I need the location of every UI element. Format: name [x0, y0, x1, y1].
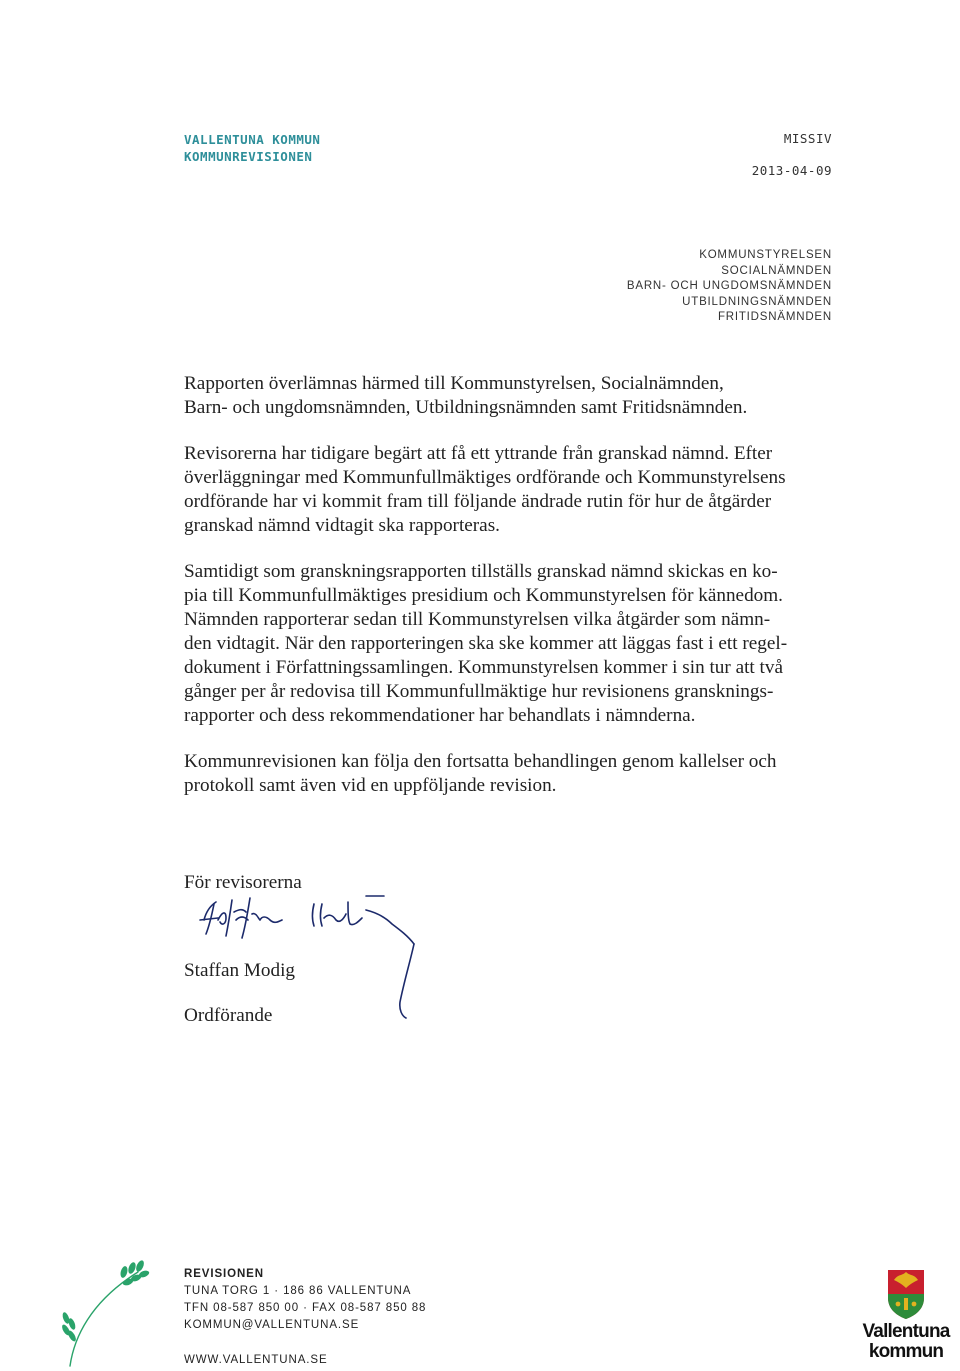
- paragraph-4: [184, 750, 844, 798]
- footer-address: TUNA TORG 1 · 186 86 VALLENTUNA: [184, 1285, 412, 1297]
- text-line: överläggningar med Kommunfullmäktiges ordförande och Kommunstyrelsens: [184, 467, 786, 488]
- text-line: granskad nämnd vidtagit ska rapporteras.: [184, 515, 500, 536]
- footer-website[interactable]: WWW.VALLENTUNA.SE: [184, 1354, 328, 1366]
- text-line: Nämnden rapporterar sedan till Kommunstyrelsen vilka åtgärder som nämn-: [184, 609, 771, 630]
- recipient: BARN- OCH UNGDOMSNÄMNDEN: [626, 280, 832, 292]
- org-line-2: KOMMUNREVISIONEN: [184, 149, 313, 164]
- closing-salutation: För revisorerna: [184, 872, 302, 893]
- text-line: pia till Kommunfullmäktiges presidium och Kommunstyrelsen för kännedom.: [184, 585, 783, 606]
- paragraph-2: [184, 442, 844, 538]
- municipal-crest-icon: [886, 1268, 926, 1320]
- footer-phone: TFN 08-587 850 00 · FAX 08-587 850 88: [184, 1302, 427, 1314]
- text-line: Rapporten överlämnas härmed till Kommunstyrelsen, Socialnämnden,: [184, 373, 724, 394]
- text-line: Barn- och ungdomsnämnden, Utbildningsnämnden samt Fritidsnämnden.: [184, 397, 748, 418]
- document-date: 2013-04-09: [751, 163, 832, 178]
- text-line: protokoll samt även vid en uppföljande revision.: [184, 775, 557, 796]
- leaf-sprig-icon: [56, 1258, 156, 1368]
- footer-contact: [184, 1266, 426, 1369]
- text-line: ordförande har vi kommit fram till följande ändrade rutin för hur de åtgärder: [184, 491, 772, 512]
- text-line: Revisorerna har tidigare begärt att få ett yttrande från granskad nämnd. Efter: [184, 443, 773, 464]
- text-line: dokument i Författningssamlingen. Kommunstyrelsen kommer i sin tur att två: [184, 657, 784, 678]
- logo-line-2: kommun: [868, 1341, 944, 1362]
- text-line: Kommunrevisionen kan följa den fortsatta behandlingen genom kallelser och: [184, 751, 777, 772]
- recipient: FRITIDSNÄMNDEN: [717, 311, 832, 323]
- letter-body: [184, 372, 844, 820]
- org-line-1: VALLENTUNA KOMMUN: [184, 132, 321, 147]
- recipient-list: [627, 248, 832, 326]
- paragraph-3: [184, 560, 844, 728]
- signer-name: Staffan Modig: [184, 960, 296, 981]
- recipient: KOMMUNSTYRELSEN: [699, 249, 832, 261]
- recipient: UTBILDNINGSNÄMNDEN: [682, 295, 832, 308]
- signer-title: Ordförande: [184, 1005, 273, 1026]
- text-line: gånger per år redovisa till Kommunfullmäktige hur revisionens gransknings-: [184, 681, 774, 702]
- organization-name: [184, 131, 320, 165]
- document-type: MISSIV: [783, 131, 832, 146]
- municipality-logo-text: [855, 1322, 957, 1362]
- logo-line-1: Vallentuna: [862, 1321, 950, 1342]
- text-line: rapporter och dess rekommendationer har behandlats i nämnderna.: [184, 705, 696, 726]
- text-line: den vidtagit. När den rapporteringen ska ske kommer att läggas fast i ett regel-: [184, 633, 788, 654]
- text-line: Samtidigt som granskningsrapporten tillställs granskad nämnd skickas en ko-: [184, 561, 778, 582]
- paragraph-1: [184, 372, 844, 420]
- footer-department: REVISIONEN: [184, 1268, 264, 1280]
- recipient: SOCIALNÄMNDEN: [721, 264, 832, 277]
- footer-email[interactable]: KOMMUN@VALLENTUNA.SE: [184, 1319, 360, 1331]
